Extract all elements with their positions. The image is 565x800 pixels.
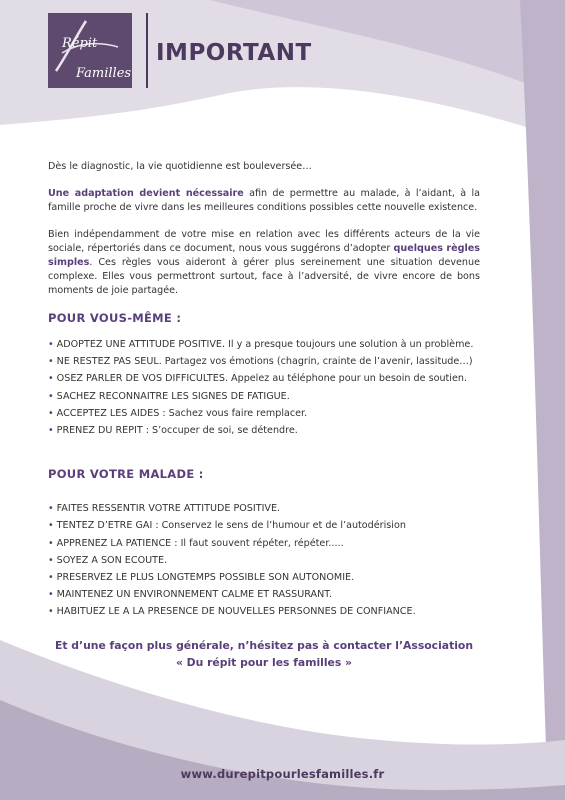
list-item: • SOYEZ A SON ECOUTE. [48,554,168,566]
bullet-icon: • [48,339,54,350]
bullet-icon: • [48,424,54,436]
logo-artwork [48,13,132,88]
page-title: IMPORTANT [156,40,312,66]
list-item: • ADOPTEZ UNE ATTITUDE POSITIVE. Il y a presque toujours une solution à un problème. [48,339,474,350]
closing-line-2: « Du répit pour les familles » [175,656,353,670]
intro-paragraph-2 [48,187,480,215]
bullet-icon: • [48,537,54,549]
list-item: • APPRENEZ LA PATIENCE : Il faut souvent répéter, répéter..... [48,537,344,549]
highlight-simple-rules: quelques règles simples [48,243,480,268]
bullet-icon: • [48,554,54,566]
website-link[interactable]: www.durepitpourlesfamilles.fr [180,767,385,781]
intro-paragraph-1: Dès le diagnostic, la vie quotidienne est bouleversée… [48,161,312,172]
closing-line-1: Et d’une façon plus générale, n’hésitez pas à contacter l’Association [54,639,474,653]
bullet-icon: • [48,390,54,402]
list-item: • HABITUEZ LE A LA PRESENCE DE NOUVELLES PERSONNES DE CONFIANCE. [48,606,416,618]
list-item: • NE RESTEZ PAS SEUL. Partagez vos émotions (chagrin, crainte de l’avenir, lassitude…) [48,356,473,368]
list-patient [48,502,480,619]
svg-text:Familles: Familles [76,66,132,81]
list-item: • PRESERVEZ LE PLUS LONGTEMPS POSSIBLE SON AUTONOMIE. [48,571,355,583]
list-item: • ACCEPTEZ LES AIDES : Sachez vous faire remplacer. [48,407,308,419]
document-body [48,160,480,671]
closing-message [48,637,480,671]
bullet-icon: • [48,503,54,515]
bullet-icon: • [48,520,54,532]
section-heading-self: POUR VOUS-MÊME : [48,311,182,325]
svg-text:Répit: Répit [62,36,98,51]
bullet-icon: • [48,407,54,419]
list-item: • MAINTENEZ UN ENVIRONNEMENT CALME ET RASSURANT. [48,589,333,601]
bullet-icon: • [48,571,54,583]
list-item: • TENTEZ D’ETRE GAI : Conservez le sens de l’humour et de l’autodérision [48,520,406,532]
bullet-icon: • [48,373,54,385]
intro-paragraph-3-text-b: . Ces règles vous aideront à gérer plus sereinement une situation devenue complexe. Elles vous permettront surtout, face à l’adversité, de vivre encore de bons moments de joie partagée. [48,257,480,296]
list-item: • SACHEZ RECONNAITRE LES SIGNES DE FATIGUE. [48,390,290,402]
logo [48,13,132,88]
bullet-icon: • [48,589,54,601]
intro-paragraph-3-text-a: Bien indépendamment de votre mise en relation avec les différents acteurs de la vie sociale, répertoriés dans ce document, nous vous suggérons d’adopter [48,229,480,254]
list-item: • PRENEZ DU REPIT : S’occuper de soi, se détendre. [48,424,298,436]
intro-paragraph-2-text: afin de permettre au malade, à l’aidant, à la famille proche de vivre dans les meilleures conditions possibles cette nouvelle existence. [48,188,480,213]
bullet-icon: • [48,606,54,618]
highlight-adaptation: Une adaptation devient nécessaire [48,188,244,199]
list-item: • OSEZ PARLER DE VOS DIFFICULTES. Appelez au téléphone pour un besoin de soutien. [48,373,468,385]
intro-paragraph-3 [48,228,480,298]
list-item: • FAITES RESSENTIR VOTRE ATTITUDE POSITIVE. [48,503,281,515]
bullet-icon: • [48,356,54,368]
list-self [48,338,480,438]
title-divider [146,13,148,88]
section-heading-patient: POUR VOTRE MALADE : [48,467,204,482]
